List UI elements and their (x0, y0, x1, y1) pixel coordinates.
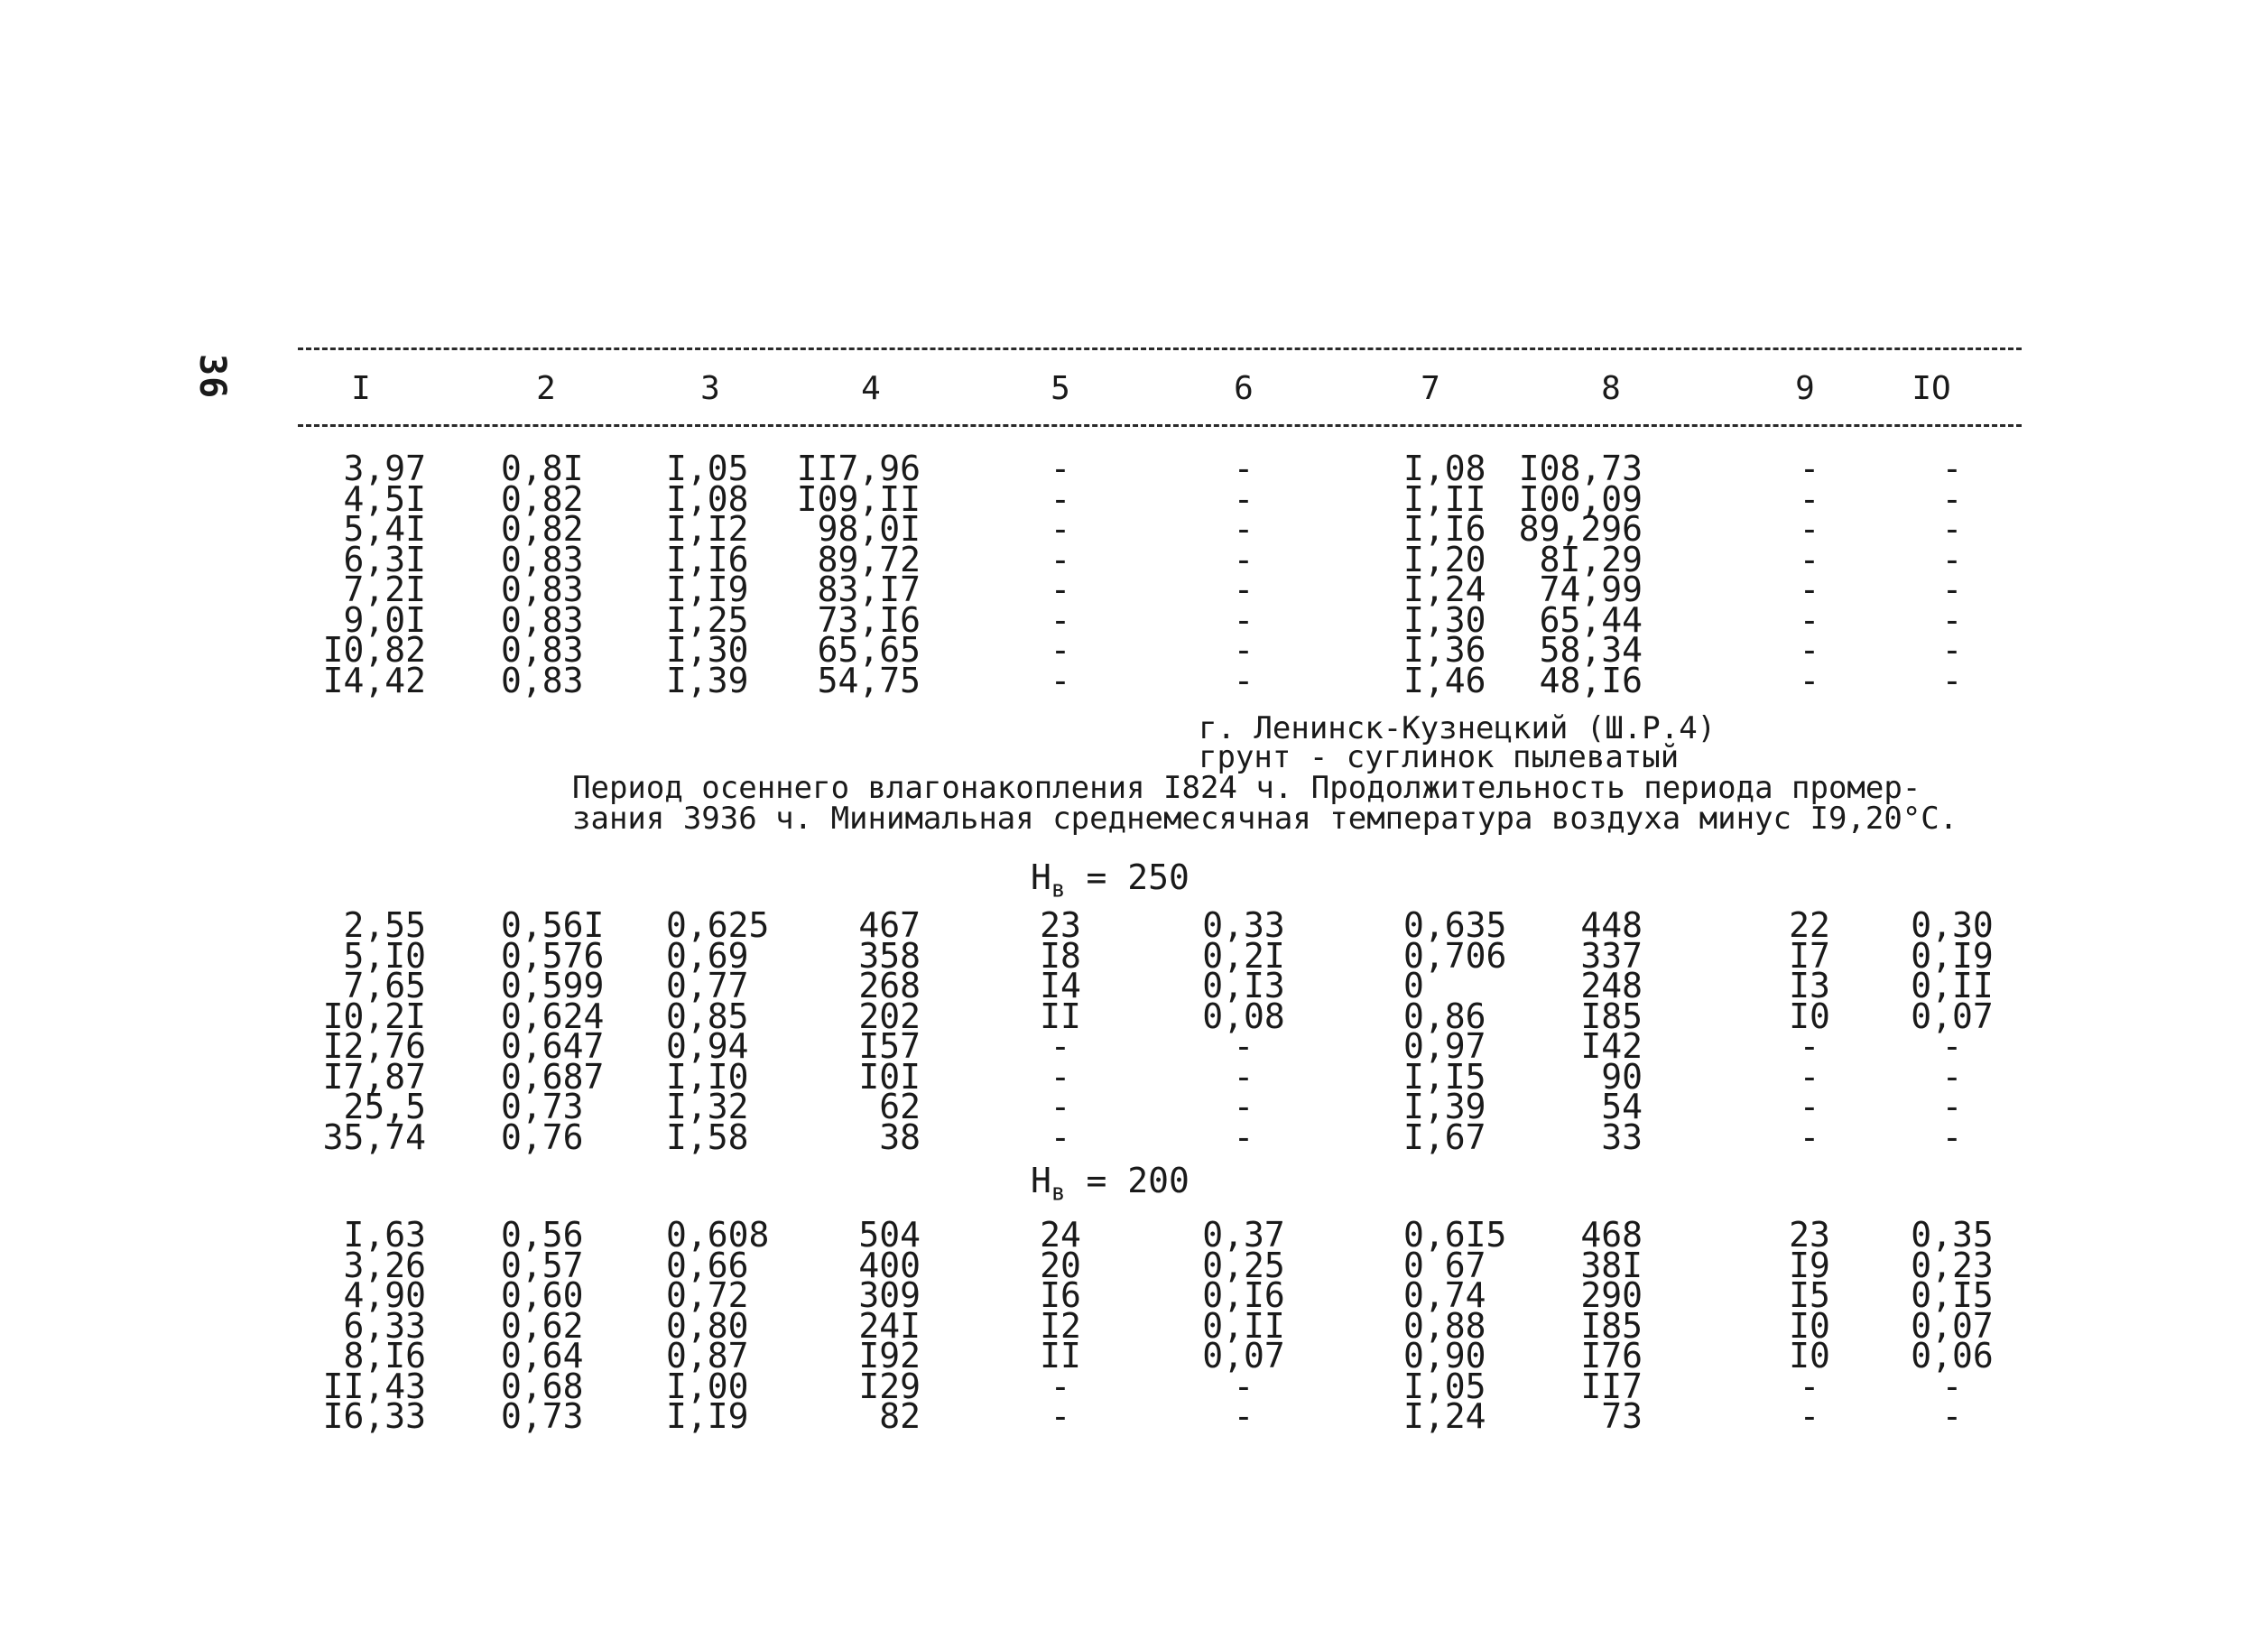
header-col-6: 6 (1234, 370, 1254, 407)
table-cell: I,36 (1403, 630, 1486, 670)
table-cell: 337 (1580, 935, 1643, 976)
table-cell: 0,8I (501, 449, 584, 488)
table-cell: I0 (1789, 1336, 1830, 1376)
table-cell: 0,07 (1202, 1336, 1285, 1376)
table-cell: I85 (1580, 996, 1643, 1036)
table-cell: 0,07 (1911, 996, 1994, 1036)
table-cell: 7,65 (343, 966, 426, 1005)
table-cell: I00,09 (1518, 478, 1643, 519)
table-cell: 38 (879, 1116, 921, 1157)
table-cell: 82 (879, 1396, 921, 1436)
table-cell: I2,76 (322, 1026, 426, 1066)
table-cell: 467 (858, 905, 921, 945)
table-cell: - (1799, 599, 1820, 640)
table-cell: 22 (1789, 905, 1830, 945)
table-cell: - (1941, 1087, 1963, 1126)
table-cell: I0,82 (322, 630, 426, 670)
header-col-5: 5 (1051, 370, 1070, 407)
table-cell: 0,68 (501, 1366, 584, 1406)
table-cell: 0,72 (666, 1275, 749, 1315)
table-cell: - (1050, 660, 1071, 700)
table-cell: 73 (1601, 1396, 1643, 1436)
table-cell: I7 (1789, 935, 1830, 976)
table-cell: 0,30 (1911, 905, 1994, 945)
header-col-9: 9 (1795, 370, 1815, 407)
table-cell: II (1040, 996, 1081, 1036)
table-cell: 0,69 (666, 935, 749, 976)
table-cell: 0,687 (501, 1056, 605, 1097)
table-cell: 0,80 (666, 1305, 749, 1346)
table-cell: 0,94 (666, 1026, 749, 1066)
table-cell: - (1233, 630, 1254, 670)
table-cell: 0,624 (501, 996, 605, 1036)
table-cell: - (1050, 1366, 1071, 1406)
table-cell: - (1799, 1396, 1820, 1436)
table-cell: - (1799, 478, 1820, 519)
table-cell: - (1050, 599, 1071, 640)
header-col-8: 8 (1601, 370, 1621, 407)
table-cell: - (1050, 1087, 1071, 1126)
table-cell: I76 (1580, 1336, 1643, 1376)
table-cell: I0,2I (322, 996, 426, 1036)
table-cell: - (1233, 1056, 1254, 1097)
period-line-2: зания 3936 ч. Минимальная среднемесячная температура воздуха минус I9,20°С. (572, 801, 1958, 837)
table-cell: - (1233, 539, 1254, 579)
table-cell: - (1050, 1396, 1071, 1436)
block1-column-1 (209, 449, 426, 700)
table-cell: I,08 (1403, 449, 1486, 488)
table-cell: I,I0 (666, 1056, 749, 1097)
table-cell: 58,34 (1539, 630, 1643, 670)
table-cell: I,I9 (666, 570, 749, 609)
table-cell: 0,74 (1403, 1275, 1486, 1315)
block3-column-10 (1844, 1215, 2060, 1436)
block3-column-8 (1426, 1215, 1643, 1436)
table-cell: 0,6I5 (1403, 1215, 1507, 1255)
table-cell: 0,608 (666, 1215, 770, 1255)
table-cell: I92 (858, 1336, 921, 1376)
table-cell: - (1050, 478, 1071, 519)
table-cell: 4,90 (343, 1275, 426, 1315)
table-cell: - (1233, 1366, 1254, 1406)
table-cell: I3 (1789, 966, 1830, 1005)
table-cell: I,I6 (1403, 509, 1486, 549)
table-cell: - (1941, 478, 1963, 519)
table-cell: I,00 (666, 1366, 749, 1406)
rule-top (298, 347, 2022, 350)
table-cell: 0,85 (666, 996, 749, 1036)
table-cell: 0 (1403, 966, 1424, 1005)
table-cell: 504 (858, 1215, 921, 1255)
table-cell: - (1050, 509, 1071, 549)
table-cell: - (1799, 1116, 1820, 1157)
table-cell: I,25 (666, 599, 749, 640)
page-number: 36 (191, 354, 233, 400)
table-cell: I,30 (1403, 599, 1486, 640)
table-cell: 62 (879, 1087, 921, 1126)
table-cell: 0,77 (666, 966, 749, 1005)
table-cell: 2,55 (343, 905, 426, 945)
table-cell: I6,33 (322, 1396, 426, 1436)
table-cell: 0,86 (1403, 996, 1486, 1036)
table-cell: 0,I3 (1202, 966, 1285, 1005)
table-cell: 3,26 (343, 1245, 426, 1285)
table-cell: 0,64 (501, 1336, 584, 1376)
table-cell: - (1799, 509, 1820, 549)
table-cell: - (1233, 478, 1254, 519)
table-cell: 0,66 (666, 1245, 749, 1285)
table-cell: 25,5 (343, 1087, 426, 1126)
table-cell: I,46 (1403, 660, 1486, 700)
table-cell: - (1799, 660, 1820, 700)
table-cell: 0,83 (501, 599, 584, 640)
header-col-1: I (351, 370, 371, 407)
table-cell: 8I,29 (1539, 539, 1643, 579)
table-cell: - (1941, 1396, 1963, 1436)
table-cell: 309 (858, 1275, 921, 1315)
table-cell: 0,576 (501, 935, 605, 976)
table-cell: 0,62 (501, 1305, 584, 1346)
block3-column-4 (704, 1215, 921, 1436)
table-cell: 0,33 (1202, 905, 1285, 945)
block3-column-6 (1135, 1215, 1352, 1436)
table-cell: I0I (858, 1056, 921, 1097)
table-cell: 38I (1580, 1245, 1643, 1285)
block1-column-10 (1844, 449, 2060, 700)
table-cell: I,24 (1403, 1396, 1486, 1436)
table-cell: - (1941, 1116, 1963, 1157)
table-cell: 8,I6 (343, 1336, 426, 1376)
table-cell: 0,II (1911, 966, 1994, 1005)
table-cell: I7,87 (322, 1056, 426, 1097)
table-cell: - (1050, 1026, 1071, 1066)
table-cell: - (1799, 1366, 1820, 1406)
table-cell: 24 (1040, 1215, 1081, 1255)
table-cell: 0,73 (501, 1396, 584, 1436)
table-cell: - (1050, 570, 1071, 609)
table-cell: 0,I9 (1911, 935, 1994, 976)
block2-column-1 (209, 905, 426, 1157)
table-cell: I,I9 (666, 1396, 749, 1436)
table-cell: - (1233, 599, 1254, 640)
table-cell: I,I6 (666, 539, 749, 579)
hb-label-200: $H_в = 200$ (1031, 1161, 1190, 1207)
table-cell: 0,23 (1911, 1245, 1994, 1285)
table-cell: 0,599 (501, 966, 605, 1005)
table-cell: I0 (1789, 996, 1830, 1036)
table-cell: I57 (858, 1026, 921, 1066)
table-cell: 0,73 (501, 1087, 584, 1126)
table-cell: I,39 (666, 660, 749, 700)
table-cell: - (1050, 449, 1071, 488)
hb-label-250: $H_в = 250$ (1031, 857, 1190, 903)
table-cell: 4,5I (343, 478, 426, 519)
table-cell: - (1233, 570, 1254, 609)
table-cell: 0,60 (501, 1275, 584, 1315)
table-cell: 23 (1040, 905, 1081, 945)
header-col-7: 7 (1421, 370, 1440, 407)
table-cell: - (1233, 660, 1254, 700)
table-cell: 0,82 (501, 509, 584, 549)
table-cell: 23 (1789, 1215, 1830, 1255)
table-cell: I5 (1789, 1275, 1830, 1315)
table-cell: I,05 (666, 449, 749, 488)
table-cell: 0,706 (1403, 935, 1507, 976)
table-cell: 0,83 (501, 539, 584, 579)
table-cell: 65,65 (817, 630, 921, 670)
table-cell: - (1941, 509, 1963, 549)
block2-column-6 (1135, 905, 1352, 1157)
table-cell: I,20 (1403, 539, 1486, 579)
table-cell: 6,33 (343, 1305, 426, 1346)
table-cell: 468 (1580, 1215, 1643, 1255)
table-cell: - (1799, 1056, 1820, 1097)
table-cell: 89,296 (1518, 509, 1643, 549)
table-cell: I,39 (1403, 1087, 1486, 1126)
table-cell: 202 (858, 996, 921, 1036)
table-cell: 290 (1580, 1275, 1643, 1315)
table-cell: I,I5 (1403, 1056, 1486, 1097)
table-cell: - (1941, 1026, 1963, 1066)
table-cell: 0,87 (666, 1336, 749, 1376)
table-cell: I08,73 (1518, 449, 1643, 488)
table-cell: 0,83 (501, 660, 584, 700)
table-cell: 0,83 (501, 570, 584, 609)
table-cell: 0,II (1202, 1305, 1285, 1346)
table-cell: 90 (1601, 1056, 1643, 1097)
table-cell: 0,2I (1202, 935, 1285, 976)
header-col-10: IO (1912, 370, 1951, 407)
table-cell: 0,I6 (1202, 1275, 1285, 1315)
table-cell: 0,625 (666, 905, 770, 945)
table-cell: II,43 (322, 1366, 426, 1406)
header-col-3: 3 (700, 370, 720, 407)
table-cell: - (1050, 1116, 1071, 1157)
table-cell: I42 (1580, 1026, 1643, 1066)
table-cell: 24I (858, 1305, 921, 1346)
table-cell: I4,42 (322, 660, 426, 700)
table-cell: 0,635 (1403, 905, 1507, 945)
table-cell: 0,647 (501, 1026, 605, 1066)
block2-column-10 (1844, 905, 2060, 1157)
table-cell: 7,2I (343, 570, 426, 609)
table-cell: - (1233, 1026, 1254, 1066)
table-cell: 0,06 (1911, 1336, 1994, 1376)
table-cell: - (1799, 539, 1820, 579)
table-cell: 358 (858, 935, 921, 976)
table-cell: 0,97 (1403, 1026, 1486, 1066)
table-cell: I,I2 (666, 509, 749, 549)
header-col-4: 4 (861, 370, 881, 407)
table-cell: I,30 (666, 630, 749, 670)
table-cell: 0,82 (501, 478, 584, 519)
table-cell: - (1799, 570, 1820, 609)
table-cell: - (1941, 1056, 1963, 1097)
table-cell: 0,07 (1911, 1305, 1994, 1346)
table-cell: 48,I6 (1539, 660, 1643, 700)
table-cell: 3,97 (343, 449, 426, 488)
table-cell: 0,56 (501, 1215, 584, 1255)
table-cell: - (1050, 630, 1071, 670)
table-cell: I,58 (666, 1116, 749, 1157)
table-cell: 0,56I (501, 905, 605, 945)
table-cell: I8 (1040, 935, 1081, 976)
rule-under-header (298, 424, 2022, 427)
table-cell: - (1941, 1366, 1963, 1406)
table-cell: I,II (1403, 478, 1486, 519)
table-cell: 0,35 (1911, 1215, 1994, 1255)
table-cell: 5,4I (343, 509, 426, 549)
table-cell: I4 (1040, 966, 1081, 1005)
table-cell: 248 (1580, 966, 1643, 1005)
table-cell: 65,44 (1539, 599, 1643, 640)
table-cell: I6 (1040, 1275, 1081, 1315)
table-cell: 0,83 (501, 630, 584, 670)
table-cell: 33 (1601, 1116, 1643, 1157)
table-cell: 54,75 (817, 660, 921, 700)
table-cell: - (1799, 1026, 1820, 1066)
table-cell: I85 (1580, 1305, 1643, 1346)
table-cell: 0,88 (1403, 1305, 1486, 1346)
table-cell: 0,25 (1202, 1245, 1285, 1285)
table-cell: - (1233, 449, 1254, 488)
table-cell: 268 (858, 966, 921, 1005)
location-city: г. Ленинск-Кузнецкий (Ш.Р.4) (1199, 710, 1717, 746)
table-cell: I,24 (1403, 570, 1486, 609)
table-cell: - (1233, 1087, 1254, 1126)
table-cell: I,67 (1403, 1116, 1486, 1157)
table-cell: I29 (858, 1366, 921, 1406)
block1-column-8 (1426, 449, 1643, 700)
table-cell: - (1941, 630, 1963, 670)
table-cell: 20 (1040, 1245, 1081, 1285)
table-cell: 400 (858, 1245, 921, 1285)
table-cell: 83,I7 (817, 570, 921, 609)
table-cell: I2 (1040, 1305, 1081, 1346)
table-cell: 448 (1580, 905, 1643, 945)
table-cell: 89,72 (817, 539, 921, 579)
table-cell: 0,90 (1403, 1336, 1486, 1376)
table-cell: - (1233, 1116, 1254, 1157)
table-cell: - (1941, 599, 1963, 640)
block1-column-6 (1135, 449, 1352, 700)
table-cell: 0,37 (1202, 1215, 1285, 1255)
table-cell: 6,3I (343, 539, 426, 579)
block3-column-1 (209, 1215, 426, 1436)
table-cell: - (1233, 509, 1254, 549)
table-cell: I,05 (1403, 1366, 1486, 1406)
table-cell: I,32 (666, 1087, 749, 1126)
table-cell: 0,76 (501, 1116, 584, 1157)
location-soil: грунт - суглинок пылеватый (1199, 739, 1680, 775)
table-cell: - (1233, 1396, 1254, 1436)
table-cell: 5,I0 (343, 935, 426, 976)
table-cell: II7,96 (796, 449, 921, 488)
table-cell: 0,57 (501, 1245, 584, 1285)
table-cell: 0,I5 (1911, 1275, 1994, 1315)
table-cell: 35,74 (322, 1116, 426, 1157)
table-cell: I,63 (343, 1215, 426, 1255)
table-cell: - (1941, 539, 1963, 579)
table-cell: 0,08 (1202, 996, 1285, 1036)
table-cell: - (1941, 449, 1963, 488)
table-cell: I09,II (796, 478, 921, 519)
table-cell: I,08 (666, 478, 749, 519)
table-cell: - (1941, 660, 1963, 700)
table-cell: - (1941, 570, 1963, 609)
table-cell: - (1799, 630, 1820, 670)
table-cell: - (1799, 449, 1820, 488)
header-col-2: 2 (536, 370, 556, 407)
table-cell: - (1799, 1087, 1820, 1126)
block2-column-8 (1426, 905, 1643, 1157)
table-cell: 54 (1601, 1087, 1643, 1126)
table-cell: I0 (1789, 1305, 1830, 1346)
table-cell: II (1040, 1336, 1081, 1376)
table-cell: - (1050, 539, 1071, 579)
table-cell: 74,99 (1539, 570, 1643, 609)
period-line-1: Период осеннего влагонакопления I824 ч. Продолжительность периода промер- (572, 770, 1921, 806)
table-cell: II7 (1580, 1366, 1643, 1406)
table-cell: 73,I6 (817, 599, 921, 640)
table-cell: 9,0I (343, 599, 426, 640)
table-cell: 98,0I (817, 509, 921, 549)
table-cell: - (1050, 1056, 1071, 1097)
table-cell: I9 (1789, 1245, 1830, 1285)
table-cell: 0 67 (1403, 1245, 1486, 1285)
